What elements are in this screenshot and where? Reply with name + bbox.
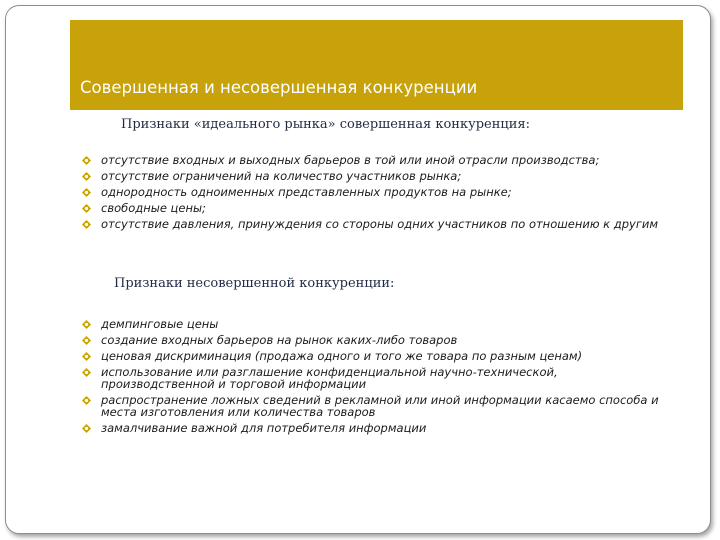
list-item bbox=[82, 186, 667, 198]
diamond-bullet-icon bbox=[82, 204, 91, 213]
diamond-bullet-icon bbox=[82, 220, 91, 229]
list-item-text: отсутствие ограничений на количество участников рынка; bbox=[101, 169, 462, 183]
list-item-text: однородность одноименных представленных продуктов на рынке; bbox=[101, 185, 512, 199]
imperfect-competition-list bbox=[82, 318, 667, 438]
list-item-text: замалчивание важной для потребителя информации bbox=[101, 421, 427, 435]
list-item bbox=[82, 422, 667, 434]
list-item bbox=[82, 394, 667, 418]
list-item-text: создание входных барьеров на рынок каких-либо товаров bbox=[101, 333, 458, 347]
list-item-text: демпинговые цены bbox=[101, 317, 219, 331]
list-item-text: ценовая дискриминация (продажа одного и того же товара по разным ценам) bbox=[101, 349, 583, 363]
list-item-text: свободные цены; bbox=[101, 201, 206, 215]
diamond-bullet-icon bbox=[82, 368, 91, 377]
list-item-text: отсутствие давления, принуждения со стороны одних участников по отношению к другим bbox=[101, 217, 659, 231]
diamond-bullet-icon bbox=[82, 336, 91, 345]
section-heading-perfect: Признаки «идеального рынка» совершенная конкуренция: bbox=[121, 117, 531, 132]
list-item bbox=[82, 218, 667, 230]
list-item bbox=[82, 202, 667, 214]
diamond-bullet-icon bbox=[82, 352, 91, 361]
diamond-bullet-icon bbox=[82, 172, 91, 181]
list-item bbox=[82, 318, 667, 330]
section-heading-imperfect: Признаки несовершенной конкуренции: bbox=[114, 276, 395, 291]
list-item bbox=[82, 350, 667, 362]
diamond-bullet-icon bbox=[82, 320, 91, 329]
list-item-text: распространение ложных сведений в рекламной или иной информации касаемо способа и места изготовления или количества товаров bbox=[101, 393, 659, 419]
list-item bbox=[82, 334, 667, 346]
title-bar bbox=[70, 20, 683, 110]
perfect-competition-list bbox=[82, 154, 667, 234]
diamond-bullet-icon bbox=[82, 424, 91, 433]
diamond-bullet-icon bbox=[82, 188, 91, 197]
diamond-bullet-icon bbox=[82, 156, 91, 165]
list-item bbox=[82, 154, 667, 166]
list-item bbox=[82, 366, 667, 390]
list-item-text: использование или разглашение конфиденциальной научно-технической, производственной и торговой информации bbox=[101, 365, 558, 391]
slide-title: Совершенная и несовершенная конкуренции bbox=[80, 78, 478, 97]
diamond-bullet-icon bbox=[82, 396, 91, 405]
list-item-text: отсутствие входных и выходных барьеров в той или иной отрасли производства; bbox=[101, 153, 600, 167]
list-item bbox=[82, 170, 667, 182]
